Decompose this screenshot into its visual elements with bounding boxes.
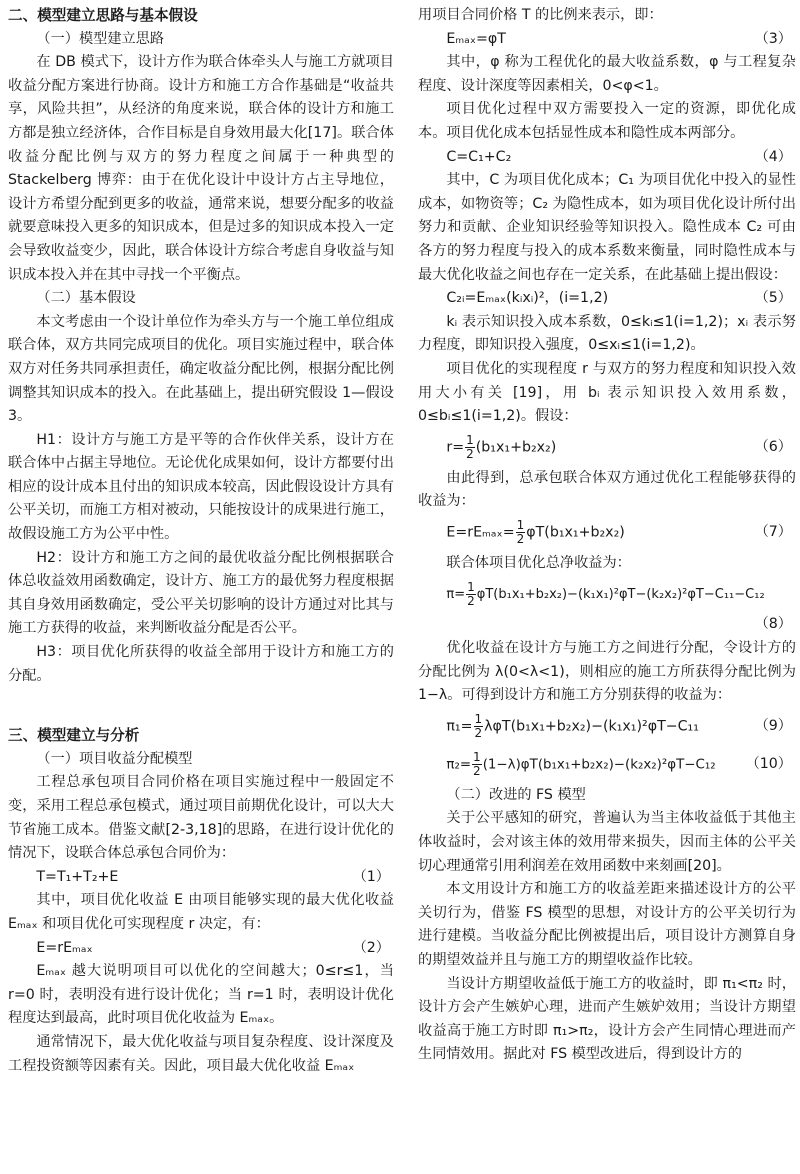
equation-4-body: C=C₁+C₂ — [446, 148, 512, 165]
section-heading-model: 二、模型建立思路与基本假设 — [8, 7, 198, 24]
paragraph-get: 由此得到，总承包联合体双方通过优化工程能够获得的收益为： — [418, 469, 796, 510]
equation-9-body — [446, 713, 699, 740]
equation-6-body — [446, 434, 556, 461]
equation-9-lhs: π₁= — [446, 718, 473, 735]
paragraph-idea: 在 DB 模式下，设计方作为联合体牵头人与施工方就项目收益分配方案进行协商。设计方和施工方合作基础是“收益共享，风险共担”，从经济的角度来说，联合体的设计方和施工方都是独立经济体，合作目标是自身效用最大化[17]。联合体收益分配比例与双方的努力程度之间属于一种典型的 Stackelberg 博弈：由于在优化设计中设计方占主导地位，设计方希望分配到更多的收益，通常来说，想要分配多的收益就要意味投入更多的知识成本，但是过多的知识成本投入一定会导致收益变少，因此，联合体设计方综合考虑自身收益与知识成本投入并在其中寻找一个平衡点。 — [8, 54, 394, 283]
fraction-numerator: 1 — [516, 518, 525, 533]
left-column — [8, 4, 394, 1078]
equation-7-number: （7） — [754, 524, 792, 541]
equation-8-rhs: φT(b₁x₁+b₂x₂)−(k₁x₁)²φT−(k₂x₂)²φT−C₁₁−C₁₂ — [476, 586, 765, 602]
equation-7-rhs: φT(b₁x₁+b₂x₂) — [526, 524, 625, 541]
equation-3-body: Eₘₐₓ=φT — [446, 30, 506, 47]
equation-1 — [8, 866, 394, 890]
equation-8-number-row — [418, 613, 796, 637]
equation-2 — [8, 937, 394, 961]
equation-3 — [418, 28, 796, 52]
fraction-numerator: 1 — [474, 712, 483, 727]
fraction-half — [474, 713, 484, 740]
equation-2-number: （2） — [352, 939, 390, 956]
equation-10-body — [446, 751, 715, 778]
equation-4-number: （4） — [754, 148, 792, 165]
equation-8-body — [446, 581, 764, 608]
section-heading-build: 三、模型建立与分析 — [8, 727, 140, 745]
subheading-distribution: （一）项目收益分配模型 — [36, 750, 193, 767]
paragraph-fs-1: 关于公平感知的研究，普遍认为当主体收益低于其他主体收益时，会对该主体的效用带来损失，因而主体的公平关切心理通常引用利润差在效用函数中来刻画[20]。 — [418, 810, 796, 874]
paragraph-fs-2: 本文用设计方和施工方的收益差距来描述设计方的公平关切行为，借鉴 FS 模型的思想，对设计方的公平关切行为进行建模。当收益分配比例被提出后，项目设计方测算自身的期望效益并且与施工方的期望收益作比较。 — [418, 881, 796, 968]
equation-2-body: E=rEₘₐₓ — [36, 939, 93, 956]
subheading-fs: （二）改进的 FS 模型 — [446, 786, 586, 803]
equation-7-lhs: E=rEₘₐₓ= — [446, 524, 515, 541]
equation-5-number: （5） — [754, 290, 792, 307]
equation-6-rhs: (b₁x₁+b₂x₂) — [475, 439, 557, 456]
equation-8-lhs: π= — [446, 586, 466, 602]
paragraph-split: 优化收益在设计方与施工方之间进行分配，令设计方的分配比例为 λ(0<λ<1)，则相应的施工方所获得分配比例为 1−λ。可得到设计方和施工方分别获得的收益为： — [418, 640, 796, 704]
equation-10-number: （10） — [745, 756, 792, 773]
paragraph-e: 其中，项目优化收益 E 由项目能够实现的最大优化收益 Eₘₐₓ 和项目优化可实现程度 r 决定，有： — [8, 892, 394, 932]
equation-3-number: （3） — [754, 30, 792, 47]
paragraph-net: 联合体项目优化总净收益为： — [446, 554, 631, 571]
equation-8-number: （8） — [754, 616, 792, 633]
subheading-idea: （一）模型建立思路 — [36, 30, 165, 47]
paragraph-fs-3: 当设计方期望收益低于施工方的收益时，即 π₁<π₂ 时，设计方会产生嫉妒心理，进而产生嫉妒效用；当设计方期望收益高于施工方时即 π₁>π₂，设计方会产生同情心理进而产生同情效用。据此对 FS 模型改进后，得到设计方的 — [418, 975, 796, 1063]
fraction-denominator: 2 — [467, 593, 475, 608]
section-gap — [8, 688, 394, 724]
fraction-denominator: 2 — [473, 764, 481, 779]
paragraph-cost: 项目优化过程中双方需要投入一定的资源，即优化成本。项目优化成本包括显性成本和隐性成本两部分。 — [418, 101, 796, 141]
paragraph-r: 项目优化的实现程度 r 与双方的努力程度和知识投入效用大小有关 [19]，用 bᵢ 表示知识投入效用系数，0≤bᵢ≤1(i=1,2)。假设： — [418, 360, 796, 425]
equation-6 — [418, 429, 796, 467]
equation-10-rhs: (1−λ)φT(b₁x₁+b₂x₂)−(k₂x₂)²φT−C₁₂ — [482, 757, 716, 773]
fraction-numerator: 1 — [473, 750, 481, 765]
equation-9-number: （9） — [754, 718, 792, 735]
fraction-denominator: 2 — [474, 726, 483, 741]
equation-4 — [418, 146, 796, 170]
equation-10 — [418, 746, 796, 784]
equation-8 — [418, 575, 796, 613]
equation-7 — [418, 514, 796, 552]
fraction-half — [466, 581, 476, 608]
right-column — [418, 4, 796, 1067]
fraction-denominator: 2 — [466, 447, 474, 462]
paragraph-assume: 本文考虑由一个设计单位作为牵头方与一个施工单位组成联合体，双方共同完成项目的优化。项目实施过程中，联合体双方对任务共同承担责任，确定收益分配比例，根据分配比例调整其知识成本的投入。在此基础上，提出研究假设 1—假设 3。 — [8, 313, 394, 425]
paragraph-k: kᵢ 表示知识投入成本系数，0≤kᵢ≤1(i=1,2)；xᵢ 表示努力程度，即知识投入强度，0≤xᵢ≤1(i=1,2)。 — [418, 313, 796, 354]
fraction-numerator: 1 — [467, 579, 475, 594]
equation-5-body: C₂ᵢ=Eₘₐₓ(kᵢxᵢ)²，(i=1,2) — [446, 290, 609, 307]
equation-1-number: （1） — [352, 868, 390, 885]
equation-6-number: （6） — [754, 438, 792, 455]
equation-9 — [418, 708, 796, 746]
paragraph-continued: 用项目合同价格 T 的比例来表示，即： — [418, 7, 663, 23]
paragraph-emax: Eₘₐₓ 越大说明项目可以优化的空间越大；0≤r≤1，当 r=0 时，表明没有进行设计优化；当 r=1 时，表明设计优化程度达到最高，此时项目优化收益为 Eₘₐₓ。 — [8, 963, 394, 1027]
paragraph-h1: H1：设计方与施工方是平等的合作伙伴关系，设计方在联合体中占据主导地位。无论优化成果如何，设计方都要付出相应的设计成本且付出的知识成本较高，因此假设设计方具有公平关切，而施工方相对被动，只能按设计的成果进行施工，故假设施工方为公平中性。 — [8, 431, 394, 543]
fraction-half — [472, 751, 482, 778]
paragraph-c: 其中，C 为项目优化成本；C₁ 为项目优化中投入的显性成本，如物资等；C₂ 为隐性成本，如为项目优化设计所付出努力和贡献、企业知识经验等知识投入。隐性成本 C₂ 可由各方的努力程度与投入的成本系数来衡量，同时隐性成本与最大优化收益之间也存在一定关系，在此基础上提出假设： — [418, 172, 796, 283]
equation-1-body: T=T₁+T₂+E — [36, 868, 119, 885]
subheading-assume: （二）基本假设 — [36, 290, 136, 307]
fraction-half — [516, 519, 526, 546]
fraction-denominator: 2 — [516, 532, 525, 547]
equation-9-rhs: λφT(b₁x₁+b₂x₂)−(k₁x₁)²φT−C₁₁ — [484, 718, 699, 735]
equation-5 — [418, 287, 796, 311]
fraction-numerator: 1 — [466, 433, 474, 448]
equation-7-body — [446, 519, 624, 546]
paragraph-normal: 通常情况下，最大优化收益与项目复杂程度、设计深度及工程投资额等因素有关。因此，项目最大优化收益 Eₘₐₓ — [8, 1033, 394, 1074]
paragraph-h2: H2：设计方和施工方之间的最优收益分配比例根据联合体总收益效用函数确定，设计方、施工方的最优努力程度根据其自身效用函数确定，受公平关切影响的设计方通过对比其与施工方获得的收益，来判断收益分配是否公平。 — [8, 549, 394, 637]
fraction-half — [465, 434, 475, 461]
equation-6-lhs: r= — [446, 439, 465, 456]
paragraph-distribution: 工程总承包项目合同价格在项目实施过程中一般固定不变，采用工程总承包模式，通过项目前期优化设计，可以大大节省施工成本。借鉴文献[2-3,18]的思路，在进行设计优化的情况下，设联合体总承包合同价为： — [8, 774, 394, 862]
paragraph-phi: 其中，φ 称为工程优化的最大收益系数，φ 与工程复杂程度、设计深度等因素相关，0<φ<1。 — [418, 54, 796, 94]
equation-10-lhs: π₂= — [446, 757, 472, 773]
paragraph-h3: H3：项目优化所获得的收益全部用于设计方和施工方的分配。 — [8, 644, 394, 684]
